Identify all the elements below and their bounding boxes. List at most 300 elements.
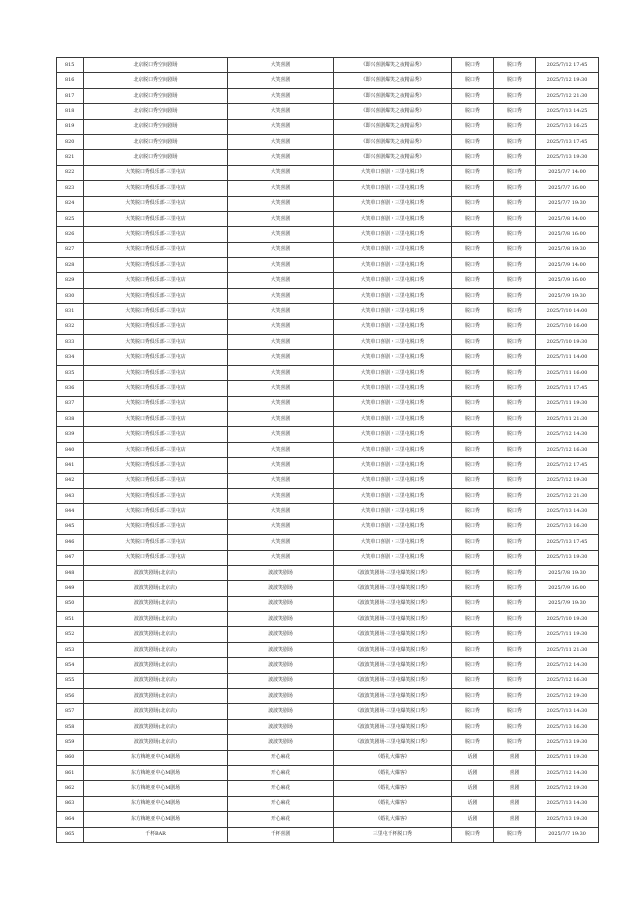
datetime-cell: 2025/7/12 19:30 xyxy=(536,689,599,704)
organizer-cell: 大笑喜剧 xyxy=(228,181,334,196)
category-cell: 脱口秀 xyxy=(452,596,494,611)
genre-cell: 脱口秀 xyxy=(494,88,536,103)
venue-cell: 大笑脱口秀俱乐部-三里屯店 xyxy=(84,350,228,365)
venue-cell: 大笑脱口秀俱乐部-三里屯店 xyxy=(84,165,228,180)
organizer-cell: 波波笑剧场 xyxy=(228,704,334,719)
venue-cell: 东方梅地亚中心M剧场 xyxy=(84,796,228,811)
datetime-cell: 2025/7/12 14:30 xyxy=(536,427,599,442)
datetime-cell: 2025/7/10 19:30 xyxy=(536,612,599,627)
organizer-cell: 大笑喜剧 xyxy=(228,58,334,73)
show-title-cell: 大笑单口喜剧・三里屯脱口秀 xyxy=(334,288,452,303)
category-cell: 脱口秀 xyxy=(452,411,494,426)
category-cell: 脱口秀 xyxy=(452,134,494,149)
datetime-cell: 2025/7/11 19:30 xyxy=(536,627,599,642)
row-number: 833 xyxy=(57,335,84,350)
venue-cell: 波波笑剧场(北京店) xyxy=(84,689,228,704)
organizer-cell: 大笑喜剧 xyxy=(228,242,334,257)
category-cell: 脱口秀 xyxy=(452,458,494,473)
show-title-cell: 《波波笑剧场-三里屯爆笑脱口秀》 xyxy=(334,565,452,580)
table-row xyxy=(57,88,599,103)
row-number: 817 xyxy=(57,88,84,103)
show-title-cell: 《即兴喜剧爆笑之夜精品秀》 xyxy=(334,134,452,149)
table-row xyxy=(57,627,599,642)
row-number: 846 xyxy=(57,535,84,550)
show-title-cell: 《波波笑剧场-三里屯爆笑脱口秀》 xyxy=(334,642,452,657)
show-title-cell: 《婚礼大爆客》 xyxy=(334,750,452,765)
category-cell: 脱口秀 xyxy=(452,627,494,642)
venue-cell: 北京脱口秀空间剧场 xyxy=(84,150,228,165)
organizer-cell: 大笑喜剧 xyxy=(228,304,334,319)
category-cell: 脱口秀 xyxy=(452,612,494,627)
genre-cell: 脱口秀 xyxy=(494,719,536,734)
organizer-cell: 大笑喜剧 xyxy=(228,134,334,149)
venue-cell: 大笑脱口秀俱乐部-三里屯店 xyxy=(84,458,228,473)
category-cell: 话剧 xyxy=(452,750,494,765)
show-title-cell: 大笑单口喜剧・三里屯脱口秀 xyxy=(334,165,452,180)
table-row xyxy=(57,304,599,319)
venue-cell: 大笑脱口秀俱乐部-三里屯店 xyxy=(84,211,228,226)
venue-cell: 东方梅地亚中心M剧场 xyxy=(84,781,228,796)
venue-cell: 大笑脱口秀俱乐部-三里屯店 xyxy=(84,319,228,334)
genre-cell: 脱口秀 xyxy=(494,58,536,73)
category-cell: 脱口秀 xyxy=(452,704,494,719)
venue-cell: 北京脱口秀空间剧场 xyxy=(84,119,228,134)
row-number: 855 xyxy=(57,673,84,688)
organizer-cell: 波波笑剧场 xyxy=(228,642,334,657)
show-title-cell: 《波波笑剧场-三里屯爆笑脱口秀》 xyxy=(334,581,452,596)
genre-cell: 脱口秀 xyxy=(494,488,536,503)
category-cell: 脱口秀 xyxy=(452,581,494,596)
category-cell: 脱口秀 xyxy=(452,88,494,103)
datetime-cell: 2025/7/8 19:30 xyxy=(536,242,599,257)
show-title-cell: 大笑单口喜剧・三里屯脱口秀 xyxy=(334,273,452,288)
venue-cell: 大笑脱口秀俱乐部-三里屯店 xyxy=(84,550,228,565)
genre-cell: 脱口秀 xyxy=(494,519,536,534)
venue-cell: 大笑脱口秀俱乐部-三里屯店 xyxy=(84,196,228,211)
genre-cell: 脱口秀 xyxy=(494,565,536,580)
table-row xyxy=(57,134,599,149)
table-row xyxy=(57,550,599,565)
datetime-cell: 2025/7/9 16:00 xyxy=(536,581,599,596)
organizer-cell: 大笑喜剧 xyxy=(228,196,334,211)
row-number: 835 xyxy=(57,365,84,380)
datetime-cell: 2025/7/10 19:30 xyxy=(536,335,599,350)
table-row xyxy=(57,812,599,827)
datetime-cell: 2025/7/12 17:45 xyxy=(536,458,599,473)
show-title-cell: 三里屯千杯脱口秀 xyxy=(334,827,452,842)
genre-cell: 脱口秀 xyxy=(494,365,536,380)
datetime-cell: 2025/7/13 16:30 xyxy=(536,719,599,734)
organizer-cell: 开心麻花 xyxy=(228,812,334,827)
table-row xyxy=(57,719,599,734)
genre-cell: 脱口秀 xyxy=(494,381,536,396)
datetime-cell: 2025/7/9 14:00 xyxy=(536,258,599,273)
category-cell: 话剧 xyxy=(452,781,494,796)
organizer-cell: 大笑喜剧 xyxy=(228,227,334,242)
category-cell: 脱口秀 xyxy=(452,58,494,73)
datetime-cell: 2025/7/13 14:30 xyxy=(536,704,599,719)
genre-cell: 喜剧 xyxy=(494,812,536,827)
show-title-cell: 《波波笑剧场-三里屯爆笑脱口秀》 xyxy=(334,673,452,688)
category-cell: 脱口秀 xyxy=(452,335,494,350)
organizer-cell: 大笑喜剧 xyxy=(228,258,334,273)
venue-cell: 波波笑剧场(北京店) xyxy=(84,596,228,611)
venue-cell: 北京脱口秀空间剧场 xyxy=(84,58,228,73)
category-cell: 脱口秀 xyxy=(452,565,494,580)
genre-cell: 脱口秀 xyxy=(494,335,536,350)
show-title-cell: 大笑单口喜剧・三里屯脱口秀 xyxy=(334,396,452,411)
table-row xyxy=(57,750,599,765)
table-row xyxy=(57,73,599,88)
table-row xyxy=(57,104,599,119)
row-number: 852 xyxy=(57,627,84,642)
genre-cell: 脱口秀 xyxy=(494,473,536,488)
category-cell: 脱口秀 xyxy=(452,427,494,442)
table-row xyxy=(57,612,599,627)
table-row xyxy=(57,765,599,780)
genre-cell: 脱口秀 xyxy=(494,242,536,257)
show-title-cell: 大笑单口喜剧・三里屯脱口秀 xyxy=(334,488,452,503)
category-cell: 脱口秀 xyxy=(452,642,494,657)
row-number: 848 xyxy=(57,565,84,580)
venue-cell: 大笑脱口秀俱乐部-三里屯店 xyxy=(84,427,228,442)
table-row xyxy=(57,488,599,503)
venue-cell: 大笑脱口秀俱乐部-三里屯店 xyxy=(84,227,228,242)
genre-cell: 脱口秀 xyxy=(494,642,536,657)
category-cell: 脱口秀 xyxy=(452,319,494,334)
genre-cell: 脱口秀 xyxy=(494,104,536,119)
datetime-cell: 2025/7/8 16:00 xyxy=(536,227,599,242)
table-row xyxy=(57,504,599,519)
category-cell: 脱口秀 xyxy=(452,227,494,242)
category-cell: 脱口秀 xyxy=(452,288,494,303)
genre-cell: 脱口秀 xyxy=(494,181,536,196)
organizer-cell: 波波笑剧场 xyxy=(228,581,334,596)
datetime-cell: 2025/7/9 19:30 xyxy=(536,596,599,611)
row-number: 863 xyxy=(57,796,84,811)
venue-cell: 波波笑剧场(北京店) xyxy=(84,627,228,642)
show-title-cell: 大笑单口喜剧・三里屯脱口秀 xyxy=(334,350,452,365)
datetime-cell: 2025/7/9 19:30 xyxy=(536,288,599,303)
row-number: 850 xyxy=(57,596,84,611)
row-number: 823 xyxy=(57,181,84,196)
show-title-cell: 《婚礼大爆客》 xyxy=(334,796,452,811)
genre-cell: 脱口秀 xyxy=(494,550,536,565)
table-row xyxy=(57,427,599,442)
organizer-cell: 大笑喜剧 xyxy=(228,150,334,165)
datetime-cell: 2025/7/11 19:30 xyxy=(536,396,599,411)
datetime-cell: 2025/7/12 16:30 xyxy=(536,442,599,457)
datetime-cell: 2025/7/13 14:30 xyxy=(536,796,599,811)
datetime-cell: 2025/7/12 16:30 xyxy=(536,673,599,688)
row-number: 843 xyxy=(57,488,84,503)
venue-cell: 大笑脱口秀俱乐部-三里屯店 xyxy=(84,381,228,396)
show-title-cell: 《婚礼大爆客》 xyxy=(334,765,452,780)
category-cell: 脱口秀 xyxy=(452,211,494,226)
genre-cell: 脱口秀 xyxy=(494,704,536,719)
genre-cell: 喜剧 xyxy=(494,796,536,811)
schedule-sheet xyxy=(56,57,588,843)
table-row xyxy=(57,565,599,580)
datetime-cell: 2025/7/12 19:30 xyxy=(536,73,599,88)
row-number: 829 xyxy=(57,273,84,288)
genre-cell: 喜剧 xyxy=(494,781,536,796)
show-title-cell: 大笑单口喜剧・三里屯脱口秀 xyxy=(334,550,452,565)
table-row xyxy=(57,211,599,226)
venue-cell: 大笑脱口秀俱乐部-三里屯店 xyxy=(84,488,228,503)
datetime-cell: 2025/7/13 19:30 xyxy=(536,550,599,565)
genre-cell: 脱口秀 xyxy=(494,535,536,550)
datetime-cell: 2025/7/8 14:00 xyxy=(536,211,599,226)
venue-cell: 波波笑剧场(北京店) xyxy=(84,565,228,580)
row-number: 824 xyxy=(57,196,84,211)
row-number: 836 xyxy=(57,381,84,396)
organizer-cell: 大笑喜剧 xyxy=(228,396,334,411)
datetime-cell: 2025/7/7 19:30 xyxy=(536,196,599,211)
organizer-cell: 大笑喜剧 xyxy=(228,411,334,426)
table-row xyxy=(57,473,599,488)
venue-cell: 波波笑剧场(北京店) xyxy=(84,612,228,627)
category-cell: 脱口秀 xyxy=(452,673,494,688)
genre-cell: 脱口秀 xyxy=(494,658,536,673)
row-number: 834 xyxy=(57,350,84,365)
row-number: 856 xyxy=(57,689,84,704)
show-title-cell: 《即兴喜剧爆笑之夜精品秀》 xyxy=(334,58,452,73)
category-cell: 脱口秀 xyxy=(452,258,494,273)
table-row xyxy=(57,581,599,596)
genre-cell: 脱口秀 xyxy=(494,458,536,473)
datetime-cell: 2025/7/7 19:30 xyxy=(536,827,599,842)
row-number: 841 xyxy=(57,458,84,473)
show-title-cell: 《波波笑剧场-三里屯爆笑脱口秀》 xyxy=(334,704,452,719)
datetime-cell: 2025/7/10 16:00 xyxy=(536,319,599,334)
datetime-cell: 2025/7/12 21:30 xyxy=(536,88,599,103)
category-cell: 脱口秀 xyxy=(452,242,494,257)
table-row xyxy=(57,258,599,273)
genre-cell: 脱口秀 xyxy=(494,196,536,211)
table-body xyxy=(57,58,599,843)
table-row xyxy=(57,596,599,611)
category-cell: 脱口秀 xyxy=(452,350,494,365)
category-cell: 脱口秀 xyxy=(452,381,494,396)
row-number: 816 xyxy=(57,73,84,88)
show-title-cell: 《波波笑剧场-三里屯爆笑脱口秀》 xyxy=(334,658,452,673)
organizer-cell: 大笑喜剧 xyxy=(228,535,334,550)
organizer-cell: 大笑喜剧 xyxy=(228,288,334,303)
organizer-cell: 大笑喜剧 xyxy=(228,73,334,88)
category-cell: 脱口秀 xyxy=(452,550,494,565)
datetime-cell: 2025/7/11 19:30 xyxy=(536,750,599,765)
row-number: 837 xyxy=(57,396,84,411)
category-cell: 脱口秀 xyxy=(452,196,494,211)
show-title-cell: 大笑单口喜剧・三里屯脱口秀 xyxy=(334,473,452,488)
genre-cell: 脱口秀 xyxy=(494,150,536,165)
genre-cell: 脱口秀 xyxy=(494,596,536,611)
row-number: 815 xyxy=(57,58,84,73)
show-title-cell: 大笑单口喜剧・三里屯脱口秀 xyxy=(334,504,452,519)
organizer-cell: 大笑喜剧 xyxy=(228,119,334,134)
organizer-cell: 开心麻花 xyxy=(228,781,334,796)
row-number: 857 xyxy=(57,704,84,719)
show-title-cell: 《即兴喜剧爆笑之夜精品秀》 xyxy=(334,104,452,119)
show-title-cell: 大笑单口喜剧・三里屯脱口秀 xyxy=(334,181,452,196)
category-cell: 脱口秀 xyxy=(452,442,494,457)
genre-cell: 脱口秀 xyxy=(494,119,536,134)
row-number: 865 xyxy=(57,827,84,842)
row-number: 859 xyxy=(57,735,84,750)
datetime-cell: 2025/7/8 19:30 xyxy=(536,565,599,580)
venue-cell: 东方梅地亚中心M剧场 xyxy=(84,812,228,827)
row-number: 818 xyxy=(57,104,84,119)
organizer-cell: 大笑喜剧 xyxy=(228,319,334,334)
category-cell: 脱口秀 xyxy=(452,165,494,180)
organizer-cell: 大笑喜剧 xyxy=(228,381,334,396)
genre-cell: 脱口秀 xyxy=(494,73,536,88)
venue-cell: 大笑脱口秀俱乐部-三里屯店 xyxy=(84,258,228,273)
datetime-cell: 2025/7/12 17:45 xyxy=(536,58,599,73)
table-row xyxy=(57,165,599,180)
genre-cell: 脱口秀 xyxy=(494,227,536,242)
category-cell: 脱口秀 xyxy=(452,273,494,288)
category-cell: 脱口秀 xyxy=(452,535,494,550)
row-number: 864 xyxy=(57,812,84,827)
genre-cell: 脱口秀 xyxy=(494,273,536,288)
category-cell: 脱口秀 xyxy=(452,304,494,319)
genre-cell: 脱口秀 xyxy=(494,304,536,319)
row-number: 854 xyxy=(57,658,84,673)
show-title-cell: 《波波笑剧场-三里屯爆笑脱口秀》 xyxy=(334,612,452,627)
row-number: 819 xyxy=(57,119,84,134)
row-number: 849 xyxy=(57,581,84,596)
datetime-cell: 2025/7/9 16:00 xyxy=(536,273,599,288)
genre-cell: 脱口秀 xyxy=(494,673,536,688)
show-title-cell: 《波波笑剧场-三里屯爆笑脱口秀》 xyxy=(334,735,452,750)
genre-cell: 脱口秀 xyxy=(494,612,536,627)
organizer-cell: 开心麻花 xyxy=(228,796,334,811)
organizer-cell: 开心麻花 xyxy=(228,750,334,765)
genre-cell: 喜剧 xyxy=(494,765,536,780)
row-number: 861 xyxy=(57,765,84,780)
row-number: 844 xyxy=(57,504,84,519)
datetime-cell: 2025/7/12 19:30 xyxy=(536,781,599,796)
table-row xyxy=(57,381,599,396)
show-title-cell: 大笑单口喜剧・三里屯脱口秀 xyxy=(334,319,452,334)
genre-cell: 脱口秀 xyxy=(494,165,536,180)
category-cell: 话剧 xyxy=(452,812,494,827)
datetime-cell: 2025/7/11 16:00 xyxy=(536,365,599,380)
table-row xyxy=(57,288,599,303)
organizer-cell: 大笑喜剧 xyxy=(228,473,334,488)
genre-cell: 脱口秀 xyxy=(494,504,536,519)
row-number: 832 xyxy=(57,319,84,334)
datetime-cell: 2025/7/13 19:30 xyxy=(536,150,599,165)
venue-cell: 波波笑剧场(北京店) xyxy=(84,735,228,750)
table-row xyxy=(57,181,599,196)
show-title-cell: 大笑单口喜剧・三里屯脱口秀 xyxy=(334,365,452,380)
table-row xyxy=(57,519,599,534)
organizer-cell: 大笑喜剧 xyxy=(228,211,334,226)
category-cell: 脱口秀 xyxy=(452,104,494,119)
organizer-cell: 大笑喜剧 xyxy=(228,427,334,442)
table-row xyxy=(57,150,599,165)
organizer-cell: 大笑喜剧 xyxy=(228,335,334,350)
organizer-cell: 千杯喜剧 xyxy=(228,827,334,842)
performance-table xyxy=(56,57,599,843)
venue-cell: 千杯BAR xyxy=(84,827,228,842)
organizer-cell: 开心麻花 xyxy=(228,765,334,780)
genre-cell: 脱口秀 xyxy=(494,211,536,226)
organizer-cell: 大笑喜剧 xyxy=(228,504,334,519)
genre-cell: 脱口秀 xyxy=(494,319,536,334)
organizer-cell: 大笑喜剧 xyxy=(228,550,334,565)
venue-cell: 东方梅地亚中心M剧场 xyxy=(84,750,228,765)
category-cell: 话剧 xyxy=(452,765,494,780)
table-row xyxy=(57,411,599,426)
table-row xyxy=(57,735,599,750)
row-number: 851 xyxy=(57,612,84,627)
datetime-cell: 2025/7/13 16:30 xyxy=(536,519,599,534)
genre-cell: 脱口秀 xyxy=(494,827,536,842)
datetime-cell: 2025/7/12 19:30 xyxy=(536,473,599,488)
venue-cell: 大笑脱口秀俱乐部-三里屯店 xyxy=(84,396,228,411)
genre-cell: 脱口秀 xyxy=(494,735,536,750)
venue-cell: 波波笑剧场(北京店) xyxy=(84,673,228,688)
datetime-cell: 2025/7/11 17:45 xyxy=(536,381,599,396)
organizer-cell: 波波笑剧场 xyxy=(228,627,334,642)
venue-cell: 大笑脱口秀俱乐部-三里屯店 xyxy=(84,442,228,457)
show-title-cell: 大笑单口喜剧・三里屯脱口秀 xyxy=(334,304,452,319)
venue-cell: 波波笑剧场(北京店) xyxy=(84,704,228,719)
genre-cell: 喜剧 xyxy=(494,750,536,765)
organizer-cell: 波波笑剧场 xyxy=(228,565,334,580)
show-title-cell: 大笑单口喜剧・三里屯脱口秀 xyxy=(334,535,452,550)
venue-cell: 北京脱口秀空间剧场 xyxy=(84,104,228,119)
row-number: 858 xyxy=(57,719,84,734)
table-row xyxy=(57,704,599,719)
category-cell: 脱口秀 xyxy=(452,119,494,134)
table-row xyxy=(57,335,599,350)
show-title-cell: 大笑单口喜剧・三里屯脱口秀 xyxy=(334,442,452,457)
row-number: 827 xyxy=(57,242,84,257)
show-title-cell: 《即兴喜剧爆笑之夜精品秀》 xyxy=(334,88,452,103)
show-title-cell: 大笑单口喜剧・三里屯脱口秀 xyxy=(334,519,452,534)
organizer-cell: 波波笑剧场 xyxy=(228,596,334,611)
category-cell: 脱口秀 xyxy=(452,365,494,380)
organizer-cell: 大笑喜剧 xyxy=(228,350,334,365)
show-title-cell: 《即兴喜剧爆笑之夜精品秀》 xyxy=(334,119,452,134)
category-cell: 脱口秀 xyxy=(452,396,494,411)
datetime-cell: 2025/7/11 14:00 xyxy=(536,350,599,365)
genre-cell: 脱口秀 xyxy=(494,581,536,596)
category-cell: 脱口秀 xyxy=(452,658,494,673)
organizer-cell: 大笑喜剧 xyxy=(228,104,334,119)
table-row xyxy=(57,227,599,242)
show-title-cell: 大笑单口喜剧・三里屯脱口秀 xyxy=(334,227,452,242)
table-row xyxy=(57,658,599,673)
table-row xyxy=(57,781,599,796)
table-row xyxy=(57,242,599,257)
organizer-cell: 波波笑剧场 xyxy=(228,719,334,734)
show-title-cell: 《即兴喜剧爆笑之夜精品秀》 xyxy=(334,73,452,88)
show-title-cell: 大笑单口喜剧・三里屯脱口秀 xyxy=(334,211,452,226)
row-number: 853 xyxy=(57,642,84,657)
row-number: 860 xyxy=(57,750,84,765)
venue-cell: 大笑脱口秀俱乐部-三里屯店 xyxy=(84,519,228,534)
organizer-cell: 波波笑剧场 xyxy=(228,612,334,627)
venue-cell: 大笑脱口秀俱乐部-三里屯店 xyxy=(84,411,228,426)
table-row xyxy=(57,396,599,411)
show-title-cell: 大笑单口喜剧・三里屯脱口秀 xyxy=(334,381,452,396)
